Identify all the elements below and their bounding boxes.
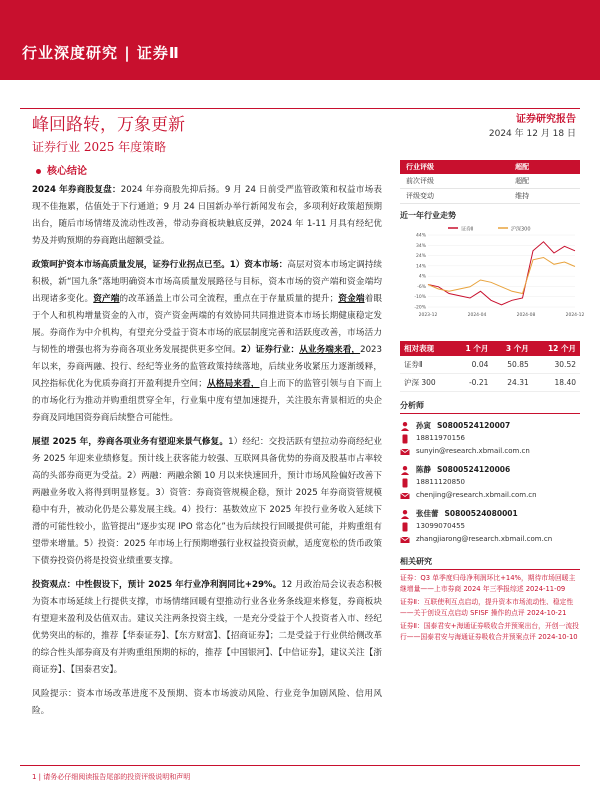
paragraph-investment: 投资观点：中性假设下，预计 2025 年行业净利润同比+29%。12 月政治局会议表态积极为资本市场延续上行提供支撑，市场情绪回暖有望推动行业各业务条线迎来修复，券商板块有望迎来盈利及估值双击。建议关注两条投资主线，一是充分受益于个人投资者入市、经纪优势突出的标的，推荐【华泰证券】、【东方财富】、【招商证券】；二是受益于行业供给侧改革的综合性头部券商及有并购重组预期的标的，推荐【中国银河】、【中信证券】，建议关注【浙商证券】、【国泰君安】。 [32,580,382,675]
chart-legend [448,226,531,233]
analyst-card: 张佳蕾 S0800524080001 13099070455 zhangjiarong@research.xbmail.com.cn [400,507,580,546]
series-line-sec [428,242,575,305]
analyst-heading: 分析师 [400,400,580,414]
analyst-card: 孙寅 S0800524120007 18811970156 sunyin@research.xbmail.com.cn [400,419,580,458]
trend-chart [400,223,585,323]
report-date: 2024 年 12 月 18 日 [488,129,576,139]
performance-table: 相对表现 1 个月 3 个月 12 个月 证券Ⅱ 0.04 50.85 30.52 沪深 300 -0.21 24.31 18.40 [400,341,580,392]
mail-icon [400,447,410,457]
mail-icon [400,535,410,545]
analyst-card: 陈静 S0800524120006 18811120850 chenjing@research.xbmail.com.cn [400,463,580,502]
paragraph-review: 2024 年券商股复盘：2024 年券商股先抑后扬。9 月 24 日前受严监管政策和权益市场表现不佳拖累，估值处于下行通道；9 月 24 日国新办举行新闻发布会，多项利好政策超预期出台，随后市场情绪及流动性改善，带动券商板块触底反弹，2024 年 1-11 月具有经纪优势及并购预期的券商跑出超额受益。 [32,185,382,246]
person-icon [400,509,410,519]
person-icon [400,465,410,475]
related-heading: 相关研究 [400,556,580,570]
phone-icon [400,434,410,444]
y-tick-label: 44% [415,233,426,239]
bullet-icon [36,169,41,174]
y-tick-label: -10% [414,295,426,301]
report-title: 峰回路转，万象更新 [32,115,185,135]
related-item[interactable]: 证券Ⅱ：国泰君安+海通证券吸收合并预案出台，开创一流投行——国泰君安与海通证券吸收合并预案点评 2024-10-10 [400,622,579,641]
footer-divider [20,765,580,766]
x-tick-label: 2023-12 [418,313,438,318]
x-tick-label: 2024-08 [516,313,536,318]
related-item[interactable]: 证券：Q3 单季度归母净利润环比+14%，期待市场回暖主继增量——上市券商 2024 年三季报综述 2024-11-09 [400,574,576,593]
phone-icon [400,478,410,488]
trend-chart-svg [400,223,585,323]
main-body [32,182,382,727]
legend-label-hs300: 沪深300 [511,226,531,233]
banner-title: 行业深度研究 | 证券Ⅱ [22,44,180,62]
paragraph-outlook: 展望 2025 年，券商各项业务有望迎来景气修复。1）经纪：交投活跃有望拉动券商经纪业务 2025 年迎来业绩修复。预计线上获客能力较强、互联网具备优势的券商及股基市占率较高的头部券商更为受益。2）两融：两融余额 10 月以来快速回升，预计市场风险偏好改善下两融业务收入将得到明显修复。3）资管：券商资管规模企稳，预计 2025 年券商资管规模稳中有升，被动化仍是公募发展主线。4）投行：基数效应下 2025 年投行业务收入延续下滑的可能性较小，监管提出“逐步实现 IPO 常态化”也为后续投行回暖提供可能，并购重组有望带来增量。5）投资：2025 年市场上行预期增强行业权益投资贡献，适度宽松的货币政策下债券投资仍将是投资业绩重要支撑。 [32,437,383,566]
rating-table: 行业评级 超配 前次评级 超配 评级变动 维持 [400,160,580,204]
y-tick-label: 24% [415,254,426,260]
header-divider [20,108,580,109]
legend-label-sec: 证券Ⅱ [461,226,474,233]
mail-icon [400,491,410,501]
header-banner [0,0,600,80]
report-type: 证券研究报告 [516,114,576,125]
sidebar [400,160,585,645]
series-line-hs300 [428,258,575,294]
footer-note: 1 | 请务必仔细阅读报告尾部的投资评级说明和声明 [32,773,191,781]
trend-chart-title: 近一年行业走势 [400,211,456,220]
report-subtitle: 证券行业 2025 年度策略 [32,140,167,154]
paragraph-policy: 政策呵护资本市场高质量发展，证券行业拐点已至。1）资本市场：高层对资本市场定调持续积极，新“国九条”落地明确资本市场高质量发展路径与目标，资本市场的资产端和资金端均出现诸多变化。资产端的改革涵盖上市公司全流程，重点在于存量质量的提升；资金端着眼于个人和机构增量资金的入市，资产资金两端的有效协同共同推进资本市场长期健康稳定发展。券商作为中介机构，有望充分受益于资本市场的底层制度完善和活跃度改善，市场活力与韧性的增强也将为券商各项业务发展提供更多空间。2）证券行业：从业务端来看，2023 年以来，券商两融、投行、经纪等业务的监管政策持续落地，后续业务收紧压力逐渐缓释，风控指标优化为优质券商打开盈利提升空间；从格局来看，自上而下的监管引领与自下而上的市场化行为推动并购重组贯穿全年，行业集中度有望加速提升，关注股东背景相近的央企券商及同地国资券商后续整合可能性。 [32,260,382,423]
analyst-list [400,419,580,546]
person-icon [400,421,410,431]
y-tick-label: 4% [418,274,426,280]
x-tick-label: 2024-12 [565,313,585,318]
related-item[interactable]: 证券Ⅱ：互联使利互点启动，提升资本市场流动性、稳定性——关于创设互点启动 SFISF 操作的点评 2024-10-21 [400,598,574,617]
paragraph-risk: 风险提示：资本市场改革进度不及预期、资本市场波动风险、行业竞争加剧风险、信用风险。 [32,689,382,716]
y-tick-label: -20% [414,305,426,311]
core-heading: 核心结论 [36,162,87,177]
x-tick-label: 2024-04 [467,313,487,318]
phone-icon [400,522,410,532]
related-list [400,573,580,643]
y-tick-label: 14% [415,264,426,270]
y-tick-label: -6% [417,284,426,290]
y-tick-label: 34% [415,243,426,249]
